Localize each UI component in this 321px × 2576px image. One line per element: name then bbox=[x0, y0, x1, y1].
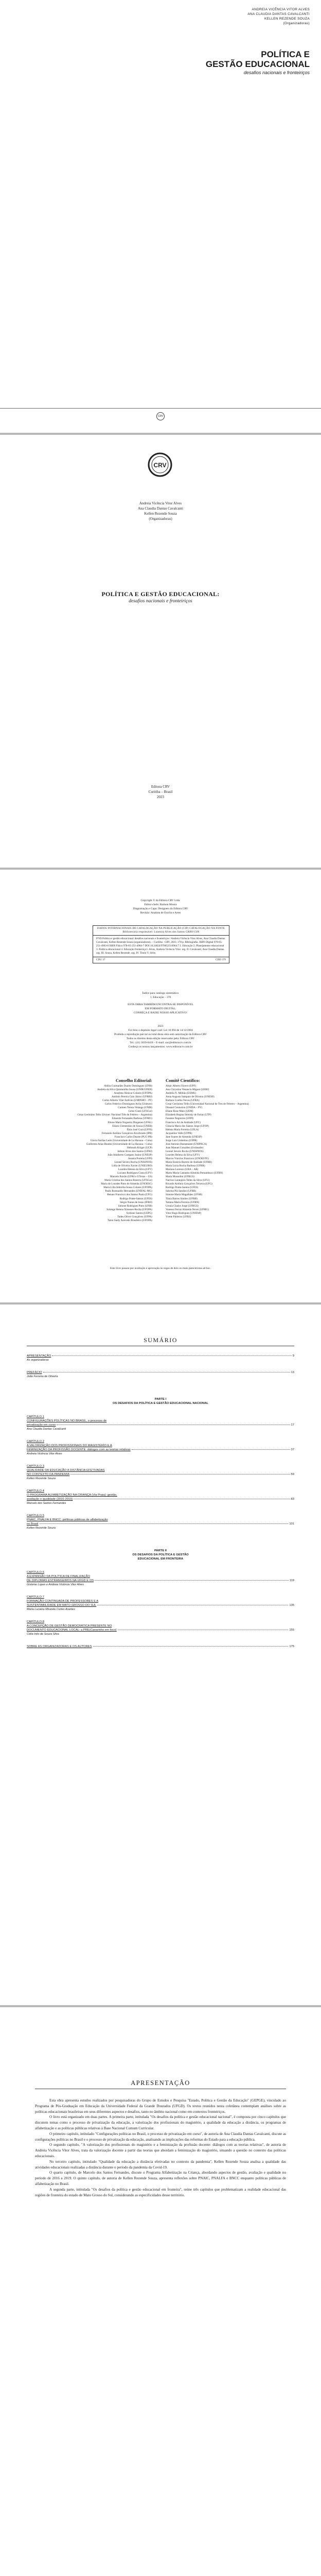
cover-title-line: GESTÃO EDUCACIONAL bbox=[205, 59, 310, 69]
committee-member: Marcos Vinicius Francisco (UNOESTE) bbox=[166, 1157, 209, 1160]
author-role: (Organizadoras) bbox=[149, 517, 172, 521]
committee-member: Fauston Negreiros (UFPI) bbox=[166, 1117, 194, 1121]
author-name: Ana Claudia Dantas Cavalcanti bbox=[137, 506, 184, 511]
council-member: Carmen Tereza Velanga (UNIR) bbox=[118, 1106, 152, 1110]
editorial-council-title: Conselho Editorial: bbox=[115, 1078, 152, 1083]
cover-subtitle: desafios nacionais e fronteiriços bbox=[243, 70, 310, 75]
digital-notice-line: EM FORMATO DIGITAL. bbox=[145, 1007, 176, 1010]
council-member: Paulo Romualdo Hernandes (UNIFAL-MG) bbox=[105, 1190, 152, 1193]
cdu-code: CDU 37 bbox=[96, 958, 105, 961]
council-member: Maria Lília Imbiriba Sousa Colares (UFOPA) bbox=[103, 1186, 152, 1190]
index-line: 1. Educação – 370 bbox=[150, 996, 171, 999]
toc-entry[interactable] bbox=[27, 1439, 294, 1456]
paragraph: O livro está organizado em duas partes. A primeira parte, intitulada "Os desafios da política e gestão educacional nacional", é composta por cinco capítulos que discutem temas como o processo de privatização da educação, a valorização dos profissionais do magistério, a qualidade da educação a distância, os programas de alfabetização e as políticas públicas relativas à Base Nacional Comum Curricular. bbox=[35, 2115, 286, 2130]
committee-member: Anna Augusta Sampaio de Oliveira (UNESP) bbox=[166, 1095, 215, 1099]
digital-notice-line: ESTA OBRA TAMBÉM ENCONTRA-SE DISPONÍVEL bbox=[128, 1003, 193, 1006]
toc-entry-author: Ana Claudia Dantas Cavalcanti bbox=[27, 1428, 66, 1431]
presentation-title: APRESENTAÇÃO bbox=[131, 2079, 190, 2087]
council-member: Anselmo Alencar Colares (UFOPA) bbox=[114, 1092, 152, 1095]
paragraph: O primeiro capítulo, intitulado "Configurações políticas no Brasil, o processo de privatização em curso", de autoria de Ana Claudia Dantas Cavalcanti, discute as configurações políticas no Brasil e o processo de privatização da educação, analisando as implicações das reformas do Estado para a educação pública. bbox=[35, 2131, 286, 2142]
toc-entry-title: QUALIDADE DA EDUCAÇÃO A DISTÂNCIA EFETIVADAS bbox=[27, 1469, 105, 1472]
cover-authors bbox=[247, 7, 310, 26]
publisher-city: Curitiba – Brasil bbox=[148, 790, 173, 794]
committee-member: José Antonio Bustamante (UNIPACA) bbox=[166, 1142, 207, 1146]
cover-page bbox=[0, 0, 321, 433]
toc-page-number: 135 bbox=[289, 1604, 294, 1607]
committee-member: Yvette Pinheiro (UFRJ) bbox=[166, 1215, 191, 1218]
toc-entry-author: Andreia Vicência Vitor Alves bbox=[27, 1452, 62, 1455]
presentation-page bbox=[0, 2007, 321, 2576]
scientific-committee-title: Comitê Científico: bbox=[166, 1078, 200, 1083]
committee-member: Ricardo Antônio Gonçalves Teixeira (UFG) bbox=[166, 1182, 212, 1186]
committee-member: Vanessa Ferraz Almeida Neves (UFMG) bbox=[166, 1208, 209, 1211]
toc-page-number: 101 bbox=[289, 1522, 294, 1526]
toc-entry-title: PNAIC, PNALFA E BNCC: políticas públicas de alfabetização bbox=[27, 1518, 108, 1521]
council-member: Cesar Gerónimo Tello (Univer. Nacional Três de Febrero – Argentina) bbox=[77, 1113, 152, 1117]
committee-member: Helena Maria Ferreira (UFLA) bbox=[166, 1128, 199, 1131]
toc-entry-author: Marcelo dos Santos Fernandes bbox=[27, 1502, 66, 1505]
cover-title bbox=[206, 49, 310, 69]
toc-part-heading bbox=[27, 1397, 294, 1405]
committee-member: Simone Maria Magalhães (UFSB) bbox=[166, 1193, 203, 1197]
toc-entry-title: A CONCEPÇÃO DE GESTÃO DEMOCRÁTICA PRESENTE NO bbox=[27, 1624, 112, 1628]
council-member: Elizeu Clementino de Souza (UNEB) bbox=[112, 1124, 152, 1128]
scientific-committee bbox=[166, 1079, 285, 1219]
council-member: Sydione Santos (UEPG) bbox=[126, 1211, 152, 1215]
council-member: Tania Suely Azevedo Brasileiro (UFOPA) bbox=[107, 1218, 152, 1222]
copyright-line: Copyright © da Editora CRV Ltda. bbox=[140, 899, 181, 902]
council-member: Carlos Federico Domínguez Avila (Unieuro) bbox=[104, 1103, 152, 1106]
toc-entry-title: FEMINIZAÇÃO DA PROFISSÃO DOCENTE: diálogos com as teorias relativas bbox=[27, 1448, 131, 1451]
toc-entry[interactable] bbox=[27, 1370, 294, 1379]
cover-author: ANDREIA VICÊNCIA VITOR ALVES bbox=[252, 8, 310, 11]
index-block bbox=[0, 991, 321, 1015]
logo-text: CRV bbox=[153, 462, 167, 469]
committee-member: Cesar Gerónimo Tello (Universidad Nacional de Tres de Febrero – Argentina) bbox=[166, 1103, 249, 1106]
council-member: Guillermo Arias Beatón (Universidade de La Havana – Cuba) bbox=[86, 1142, 152, 1146]
toc-leader bbox=[52, 1355, 292, 1356]
toc-part-heading bbox=[27, 1549, 294, 1561]
council-member: Elione Maria Nogueira Diogenes (UFAL) bbox=[108, 1121, 152, 1124]
committee-member: Diosnel Centurion (UNIDA – PY) bbox=[166, 1106, 203, 1110]
scientific-committee-list bbox=[166, 1084, 285, 1219]
legal-line: Tel.: (41) 3039-6418 – E-mail: sac@editoracrv.com.br bbox=[130, 1041, 191, 1044]
toc-entry-label: CAPÍTULO 5 bbox=[27, 1514, 44, 1517]
toc-entry[interactable] bbox=[27, 1354, 294, 1362]
committee-member: Mariana Lorenzo (UBA – AR) bbox=[166, 1168, 199, 1172]
committee-member: Tatiana Maria Ferreira (UFRN) bbox=[166, 1200, 200, 1204]
council-member: Carlos Alberto Vilar Estêvão (UMINHO – PT) bbox=[102, 1099, 152, 1103]
cover-author: ANA CLAUDIA DANTAS CAVALCANTI bbox=[247, 12, 310, 16]
toc-page-number: 59 bbox=[291, 1473, 294, 1476]
toc-entry[interactable] bbox=[27, 1570, 294, 1587]
toc-entry-label: CAPÍTULO 2 bbox=[27, 1440, 44, 1443]
cataloging-header: DADOS INTERNACIONAIS DE CATALOGAÇÃO NA PUBLICAÇÃO (CIP) CATALOGAÇÃO NA FONTE Bibliotecária responsável: Luzenira Alves dos Santos CRB9/1506 bbox=[93, 926, 229, 936]
committee-member: Eliane Rose Maio (UEM) bbox=[166, 1110, 193, 1113]
council-member: Jailson Alves dos Santos (UFRJ) bbox=[117, 1149, 152, 1153]
toc-entry[interactable] bbox=[27, 1464, 294, 1481]
toc-leader bbox=[93, 1646, 289, 1647]
legal-line: Conheça os nossos lançamentos: www.editoracrv.com.br bbox=[128, 1045, 193, 1048]
council-member: Simone Rodrigues Pinto (UNB) bbox=[118, 1204, 152, 1208]
toc-entry[interactable] bbox=[27, 1514, 294, 1530]
author-name: Andreia Vicência Vitor Alves bbox=[139, 501, 182, 505]
committee-member: Juan Manuel González (Unilasalle) bbox=[166, 1146, 204, 1149]
toc-part-line: OS DESAFIOS DA POLÍTICA E GESTÃO bbox=[132, 1553, 189, 1556]
toc-entry-title: DOCUMENTO EDUCACIONAL LOCAL: a PRE(Canarinho em foco) bbox=[27, 1629, 117, 1632]
cataloging-body: P769 Política e gestão educacional: desafios nacionais e fronteiriços / Andreia Vicência Vitor Alves, Ana Claudia Dantas Cavalcanti, Kellen Rezende Souza (organizadoras). – Curitiba : CRV, 2023. 178 p. Bibliografia. ISBN Digital 978-65-251-4963-0 ISBN Físico 978-65-251-4964-7 DOI 10.24824/978652514964.7 1. Educação 2. Planejamento educacional 3. Política educacional 4. Educação fronteiriça I. Alves, Andreia Vicência Vitor. org. II. Cavalcanti, Ana Claudia Dantas. org. III. Souza, Kellen Rezende. org. IV. Título V. Série. bbox=[96, 937, 225, 955]
toc-entry[interactable] bbox=[27, 1620, 294, 1636]
legal-line: Todos os direitos desta edição reservados pela: Editora CRV bbox=[126, 1037, 195, 1040]
title-page bbox=[0, 435, 321, 868]
council-member: Solange Helena Ximenes-Rocha (UFOPA) bbox=[106, 1208, 152, 1211]
committee-member: Maria Lúcia Rocha Barbosa (UFRR) bbox=[166, 1164, 205, 1168]
toc-entry-label: CAPÍTULO 4 bbox=[27, 1489, 44, 1493]
committee-member: Narciso Laranjeira Telles da Silva (UFU) bbox=[166, 1179, 210, 1182]
committee-member: Jorge Luís Umbelino (UFPR) bbox=[166, 1139, 198, 1142]
council-member: João Adalberto Campato Junior (UNESP) bbox=[108, 1153, 152, 1157]
committee-member: Elizabeth Regina Streisky de Farias (UTP) bbox=[166, 1113, 211, 1117]
toc-entry-title: no Brasil bbox=[27, 1522, 39, 1526]
council-member: Gloria Fariñas León (Universidade de La Havana – Cuba) bbox=[90, 1139, 152, 1142]
toc-leader bbox=[95, 1580, 289, 1581]
council-member: Sérgio Nunes de Jesus (IFRO) bbox=[119, 1200, 152, 1204]
council-member: Luciano Rodrigues Costa (UFV) bbox=[117, 1172, 152, 1175]
toc-entry-title: O PROGRAMA ALFABETIZAÇÃO NA CRIANÇA (Via Praia): gestão, bbox=[27, 1494, 117, 1497]
title-page-publisher bbox=[0, 784, 321, 800]
toc-entry-author: Maria Luciana Miranda Cortes Arantes bbox=[27, 1608, 75, 1611]
toc-page-number: 37 bbox=[291, 1448, 294, 1451]
publisher-logo-icon: CRV bbox=[156, 412, 165, 420]
author-name: Kellen Rezende Souza bbox=[144, 512, 177, 516]
toc-entry-author: Gisleine Lopes e Andreia Vicência Vitor Alves bbox=[27, 1583, 84, 1586]
publisher-logo-icon bbox=[142, 450, 178, 482]
cdd-code: CDD 379 bbox=[215, 958, 226, 961]
committee-member: Altair Alberto Fávero (UPF) bbox=[166, 1084, 196, 1088]
toc-entry-label: CAPÍTULO 7 bbox=[27, 1596, 44, 1599]
toc-entry-title: A EXPANSÃO DA POLÍTICA DE FINALIZAÇÃO bbox=[27, 1575, 90, 1578]
committee-member: Jacqueline Valle (UFPR) bbox=[166, 1131, 192, 1135]
index-line: Índice para catálogo sistemático bbox=[142, 992, 179, 995]
toc-part-line: PARTE II bbox=[154, 1549, 167, 1552]
toc-entry-label: APRESENTAÇÃO bbox=[27, 1354, 51, 1358]
council-member: Francisco Carlos Duarte (PUC-PR) bbox=[114, 1135, 152, 1139]
toc-entry[interactable] bbox=[27, 1645, 294, 1649]
copyright-line: Revisão: Analista de Escrita e Artes bbox=[140, 911, 181, 914]
toc-entry-title: FORMAÇÃO CONTINUADA DE PROFESSORES E A bbox=[27, 1600, 99, 1603]
committee-member: Andréia N. Militão (UEMS) bbox=[166, 1092, 196, 1095]
committee-member: Tânia Barros Simões (UFRB) bbox=[166, 1197, 198, 1200]
copyright-line: Editor-chefe: Railson Moura bbox=[144, 903, 177, 906]
peer-review-note: Este livro passou por avaliação e aprovação às cegas de dois ou mais pareceristas ad hoc. bbox=[110, 1267, 211, 1270]
paragraph: A segunda parte, intitulada "Os desafios da política e gestão educacional em fronteira", reúne três capítulos que problematizam a realidade educacional das regiões de fronteira do estado de Mato Grosso do Sul, considerando as especificidades desse território. bbox=[35, 2187, 286, 2197]
council-member: Maria de Lourdes Pinto de Almeida (UNOESC) bbox=[101, 1182, 152, 1186]
council-member: Leonel Severo Rocha (UNISINOS) bbox=[114, 1161, 152, 1164]
toc-page-number: 155 bbox=[289, 1629, 294, 1632]
cover-title-line: POLÍTICA E bbox=[261, 49, 310, 59]
council-member: Josania Portela (UFPI) bbox=[128, 1157, 152, 1160]
toc-entry-author: Kellen Rezende Souza bbox=[27, 1477, 56, 1480]
committee-member: Jane Soares de Almeida (UNESP) bbox=[166, 1135, 202, 1139]
council-member: Marcelo Paixão (UFRJ e UTexas – US) bbox=[110, 1175, 152, 1179]
legal-line: Foi feito o depósito legal conf. Lei 10.994 de 14/12/2004 bbox=[128, 1029, 193, 1032]
council-member: Tadeu Oliver Gonçalves (UFPA) bbox=[117, 1215, 152, 1218]
toc-entry-title: privatização em curso bbox=[27, 1423, 56, 1427]
committee-member: Marta Maria Castanho Almeida Pernambuco (UFRN) bbox=[166, 1172, 223, 1175]
toc-page-number: 175 bbox=[289, 1645, 294, 1648]
cataloging-record bbox=[93, 925, 229, 963]
committee-member: Maria Eurácia Barreto de Andrade (UFRB) bbox=[166, 1161, 212, 1164]
toc-leader bbox=[70, 1474, 290, 1475]
legal-line: Proibida a reprodução parcial ou total desta obra sem autorização da Editora CRV bbox=[114, 1033, 207, 1036]
council-member: Aldira Guimarães Duarte Domínguez (UNB) bbox=[104, 1084, 152, 1088]
committee-member: Ana Chrystina Venancio Mignot (UERJ) bbox=[166, 1088, 209, 1092]
council-member: Helmuth Krüger (UCP) bbox=[127, 1146, 152, 1149]
publisher-name: Editora CRV bbox=[151, 785, 170, 789]
toc-entry-label: PREFÁCIO bbox=[27, 1371, 42, 1374]
cataloging-footer bbox=[93, 957, 229, 963]
council-member: Lourdes Helena da Silva (UFV) bbox=[118, 1168, 152, 1172]
title-page-authors bbox=[0, 501, 321, 521]
toc-page-number: 17 bbox=[291, 1423, 294, 1427]
council-member: Antônio Pereira Gaio Júnior (UFRRJ) bbox=[112, 1095, 152, 1099]
toc-entry-title: SUSTENTABILIDADE EM MATO GROSSO DO SUL bbox=[27, 1604, 97, 1607]
paragraph: Esta obra apresenta estudos realizados por pesquisadoras do Grupo de Estudos e Pesquisa "Estado, Política e Gestão da Educação" (GEPGE), vinculado ao Programa de Pós-Graduação em Educação da Universidade Federal da Grande Dourados (UFGD). Os textos reunidos nesta coletânea contemplam análises sobre as políticas educacionais brasileiras em seus diferentes aspectos e desafios, tanto no âmbito nacional como em contextos fronteiriços. bbox=[35, 2098, 286, 2114]
committee-member: Barbara Coelho Neves (UFBA) bbox=[166, 1099, 200, 1103]
legal-line: 2023 bbox=[157, 1025, 164, 1028]
toc-page-number: 83 bbox=[291, 1498, 294, 1501]
toc-entry-author: João Ferreira de Oliveira bbox=[27, 1375, 58, 1378]
council-member: Maria Cristina dos Santos Bezerra (UFSCar) bbox=[104, 1179, 152, 1182]
toc-entry-author: Célia Inês de Souza Silva bbox=[27, 1633, 59, 1636]
council-member: Andréia da Silva Quintanilha Sousa (UNIR/UFRN) bbox=[97, 1088, 152, 1092]
council-member: Rodrigo Pratte-Santos (UFES) bbox=[119, 1197, 152, 1200]
toc-entry-label: CAPÍTULO 1 bbox=[27, 1415, 44, 1418]
editorial-council-list bbox=[38, 1084, 152, 1223]
copyright-block bbox=[0, 899, 321, 915]
summary-title: SUMÁRIO bbox=[144, 1336, 177, 1344]
toc-entry[interactable] bbox=[27, 1415, 294, 1431]
toc-entry-title: NO CONTEXTO DA PANDEMIA bbox=[27, 1473, 70, 1476]
council-member: Celso Conti (UFSCar) bbox=[128, 1110, 152, 1113]
committee-member: Francisco Ari de Andrade (UFC) bbox=[166, 1121, 201, 1124]
summary-page bbox=[0, 1304, 321, 2005]
presentation-text bbox=[35, 2098, 286, 2198]
committee-member: Vitor Hugo Rodrigues (UNIFAP) bbox=[166, 1211, 202, 1215]
committee-member: Gláucia Maria dos Santos Jorge (UFOP) bbox=[166, 1124, 209, 1128]
legal-block bbox=[0, 1024, 321, 1049]
toc-leader bbox=[40, 1523, 289, 1524]
toc-part-line: PARTE I bbox=[154, 1398, 167, 1401]
committee-member: Lourdes Helena da Silva (UFV) bbox=[166, 1153, 200, 1157]
cover-divider bbox=[0, 408, 321, 409]
council-member: Élsio José Corá (UFFS) bbox=[127, 1128, 152, 1131]
toc-entry-title: CONFIGURAÇÕES POLÍTICAS NO BRASIL, o processo de bbox=[27, 1419, 107, 1422]
paragraph: No terceiro capítulo, intitulado "Qualidade da educação a distância efetivadas no contexto da pandemia", Kellen Rezende Souza analisa a qualidade das atividades educacionais realizadas a distância durante o período da pandemia da Covid-19. bbox=[35, 2159, 286, 2170]
committee-member: Maria Mussolini (UFRGS) bbox=[166, 1175, 194, 1179]
committee-member: Leonel Severo Rocha (UNISINOS) bbox=[166, 1149, 204, 1153]
toc-entry-author: As organizadoras bbox=[27, 1359, 49, 1362]
committee-member: Sabrina Plá Sandini (UFRR) bbox=[166, 1190, 197, 1193]
toc-entry-label: CAPÍTULO 8 bbox=[27, 1620, 44, 1623]
toc-leader bbox=[132, 1449, 290, 1450]
toc-entry-label: SOBRE AS ORGANIZADORAS E OS AUTORES bbox=[27, 1645, 92, 1648]
title-page-title: POLÍTICA E GESTÃO EDUCACIONAL: bbox=[101, 590, 220, 598]
editorial-council bbox=[38, 1079, 152, 1223]
committee-member: Ursula Gladys Jorge (UFRGS) bbox=[166, 1204, 199, 1208]
cover-author: (Organizadoras) bbox=[283, 22, 310, 25]
publication-year: 2023 bbox=[157, 795, 164, 799]
toc-entry[interactable] bbox=[27, 1489, 294, 1505]
copyright-line: Diagramação e Capa: Designers da Editora CRV bbox=[133, 907, 188, 910]
cover-author: KELLEN REZENDE SOUZA bbox=[264, 17, 310, 21]
committee-member: Rodrigo Pratte-Santos (UFES) bbox=[166, 1186, 199, 1190]
copyright-page bbox=[0, 870, 321, 1302]
title-page-subtitle: desafios nacionais e fronteiriços bbox=[129, 599, 192, 604]
toc-entry-title: DE DIPLOMAS ESTRANGEIROS NA UFGD E OS bbox=[27, 1579, 94, 1582]
council-member: Fernando Antônio Gonçalves Alcoforado (IPB) bbox=[101, 1131, 152, 1135]
toc-page-number: 13 bbox=[291, 1371, 294, 1374]
toc-entry-author: Kellen Rezende Souza bbox=[27, 1527, 56, 1530]
paragraph: O segundo capítulo, "A valorização dos profissionais do magistério e a feminização da profissão docente: diálogos com as teorias relativas", de autoria de Andreia Vicência Vitor Alves, trata da valorização docente a partir das teorias que abordam a feminização do magistério, situando a questão no contexto das políticas educacionais. bbox=[35, 2143, 286, 2158]
council-member: Lídia de Oliveira Xavier (UNIEURO) bbox=[112, 1164, 152, 1168]
toc-entry-label: CAPÍTULO 3 bbox=[27, 1465, 44, 1468]
toc-page-number: 9 bbox=[292, 1354, 294, 1358]
council-member: Renato Francisco dos Santos Paula (UFG) bbox=[107, 1193, 152, 1197]
council-member: Eduardo Fernandes Barbosa (UFMG) bbox=[112, 1117, 152, 1121]
toc-entry-label: CAPÍTULO 6 bbox=[27, 1571, 44, 1574]
paragraph: O quarto capítulo, de Marcelo dos Santos Fernandes, discute o Programa Alfabetização na Criança, abordando aspectos de gestão, avaliação e qualidade no período de 2016 a 2019. O quinto capítulo, de autoria de Kellen Rezende Souza, apresenta reflexões sobre PNAIC, PNALFA e BNCC enquanto políticas públicas de alfabetização no Brasil. bbox=[35, 2171, 286, 2186]
toc-entry-title: avaliação e qualidade (2016-2019) bbox=[27, 1498, 73, 1501]
digital-notice-line: CONHEÇA E BAIXE NOSSO APLICATIVO! bbox=[134, 1011, 187, 1014]
toc-part-line: EDUCACIONAL EM FRONTEIRA bbox=[137, 1557, 184, 1561]
toc-entry[interactable] bbox=[27, 1595, 294, 1612]
toc-entry-title: A VALORIZAÇÃO DOS PROFISSIONAIS DO MAGISTÉRIO E A bbox=[27, 1444, 112, 1447]
toc-page-number: 119 bbox=[289, 1579, 294, 1582]
toc-part-line: OS DESAFIOS DA POLÍTICA E GESTÃO EDUCACIONAL NACIONAL bbox=[113, 1402, 208, 1405]
